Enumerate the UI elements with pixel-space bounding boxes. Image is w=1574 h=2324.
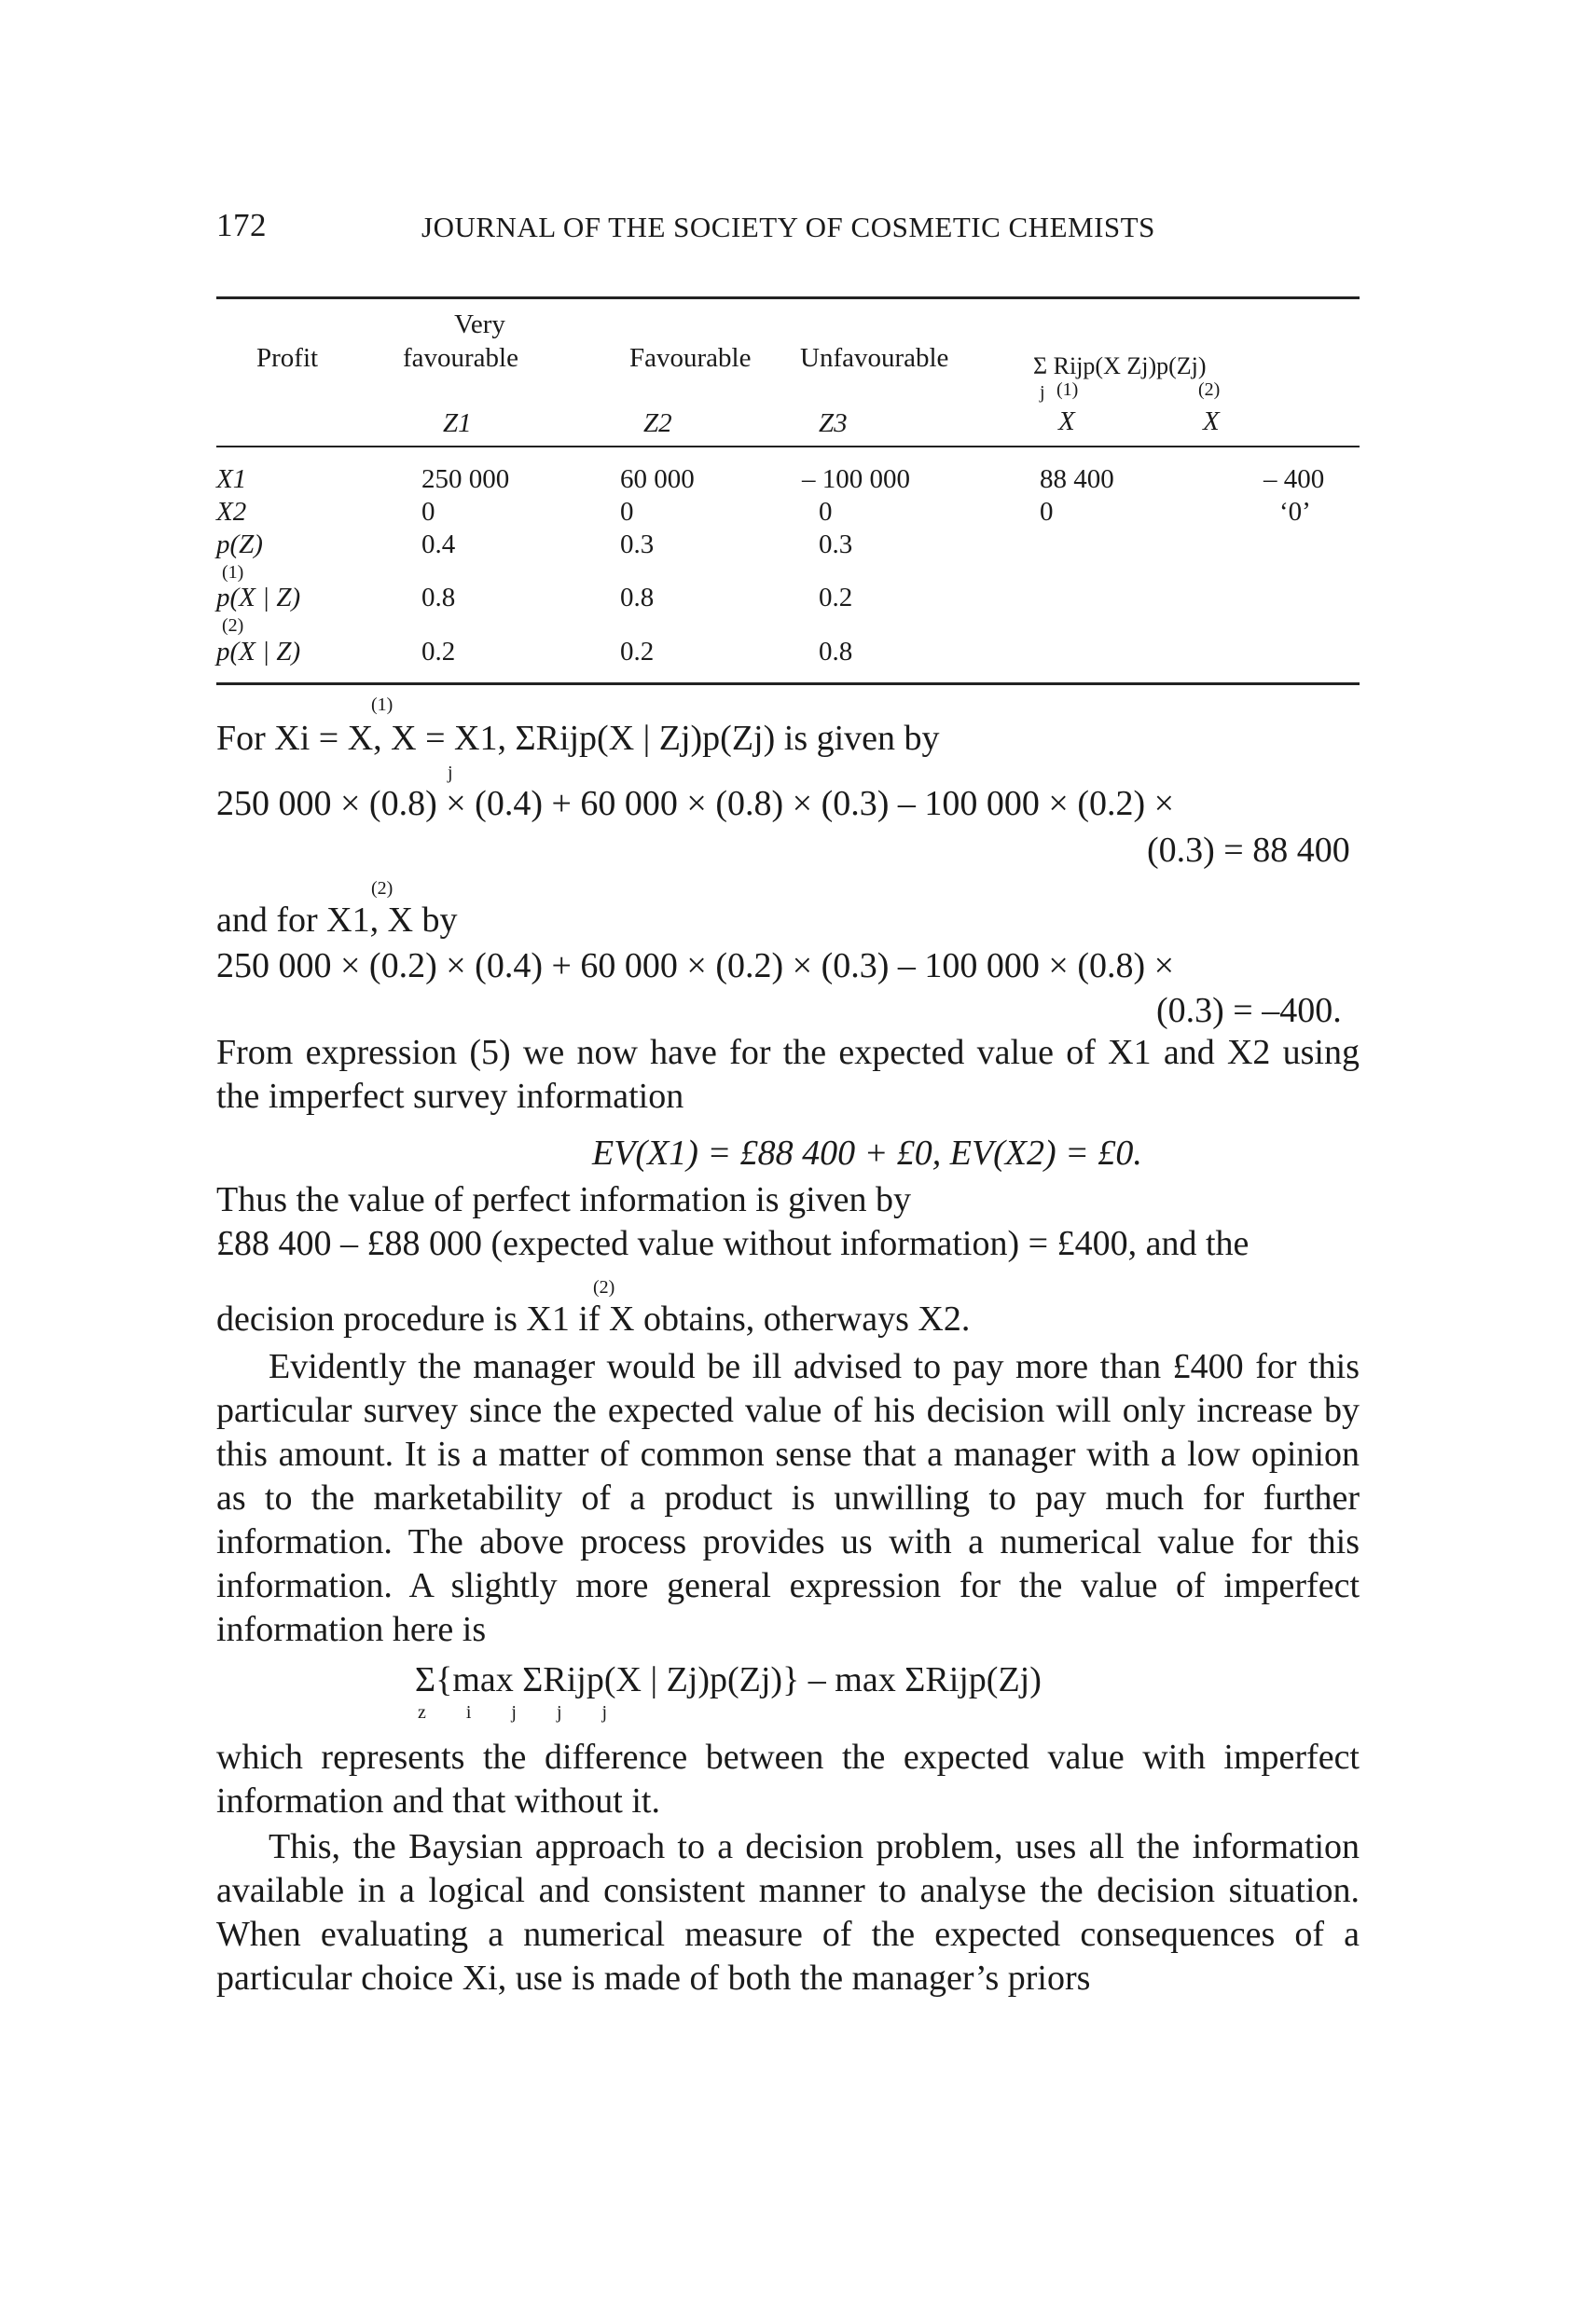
general-equation-subs: z i j j j xyxy=(418,1702,608,1723)
table-top-rule xyxy=(216,296,1360,299)
cell-x2-sum2: ‘0’ xyxy=(1279,497,1311,527)
cell-pxz2-z2: 0.2 xyxy=(620,637,655,667)
cell-x2-sum1: 0 xyxy=(1040,497,1054,527)
cell-x1-sum1: 88 400 xyxy=(1040,464,1114,494)
col-header-x1: X xyxy=(1058,406,1075,436)
col-header-sum-sub-2: (2) xyxy=(1198,379,1221,400)
journal-title: JOURNAL OF THE SOCIETY OF COSMETIC CHEMISTS xyxy=(421,211,1155,243)
general-equation: Σ{max ΣRijp(X | Zj)p(Zj)} – max ΣRijp(Zj) xyxy=(415,1660,1042,1699)
calc2-line-a: 250 000 × (0.2) × (0.4) + 60 000 × (0.2) × (0.3) – 100 000 × (0.8) × xyxy=(216,946,1175,985)
cell-pz-z2: 0.3 xyxy=(620,529,655,559)
row-label-px-given-z-1: p(X | Z) xyxy=(216,583,301,612)
cell-x2-z1: 0 xyxy=(421,497,435,527)
col-header-x2: X xyxy=(1203,406,1220,436)
col-header-sum-expression: Σ Rijp(X Zj)p(Zj) xyxy=(1033,352,1207,379)
for-line: For Xi = X, X = X1, ΣRijp(X | Zj)p(Zj) is given by xyxy=(216,719,940,758)
row-sup-2: (2) xyxy=(222,615,244,636)
para-manager: Evidently the manager would be ill advised to pay more than £400 for this particular survey since the expected value of his decision will only increase by this amount. It is a matter of common sense that a manager with a low opinion as to the marketability of a product is unwilling to pay much for further information. The above process provides us with a numerical value for this information. A slightly more general expression for the value of imperfect information here is xyxy=(216,1347,1360,1649)
calc1-line-a: 250 000 × (0.8) × (0.4) + 60 000 × (0.8) × (0.3) – 100 000 × (0.2) × xyxy=(216,784,1175,823)
ev-equation: EV(X1) = £88 400 + £0, EV(X2) = £0. xyxy=(592,1134,1142,1173)
cell-x1-z2: 60 000 xyxy=(620,464,695,494)
cell-x2-z2: 0 xyxy=(620,497,634,527)
para-difference: which represents the difference between the expected value with imperfect information and that without it. xyxy=(216,1738,1360,1821)
cell-pz-z3: 0.3 xyxy=(819,529,853,559)
for-line-sup: (1) xyxy=(371,694,394,715)
z1-label: Z1 xyxy=(443,408,472,438)
cell-x2-z3: 0 xyxy=(819,497,833,527)
col-header-sum-sub-1: (1) xyxy=(1056,379,1079,400)
cell-x1-z3: – 100 000 xyxy=(802,464,910,494)
table-bottom-rule xyxy=(216,682,1360,685)
page-number: 172 xyxy=(216,207,267,243)
cell-pxz2-z1: 0.2 xyxy=(421,637,456,667)
col-header-sum-sub-j: j xyxy=(1040,382,1045,403)
para-bayesian: This, the Baysian approach to a decision problem, uses all the information available in a logical and consistent manner to analyse the decision situation. When evaluating a numerical measure of the expected consequences of a particular choice Xi, use is made of both the manager’s priors xyxy=(216,1827,1360,1998)
row-label-px-given-z-2: p(X | Z) xyxy=(216,637,301,667)
cell-pxz2-z3: 0.8 xyxy=(819,637,853,667)
z3-label: Z3 xyxy=(819,408,848,438)
decision-line: decision procedure is X1 if X obtains, otherways X2. xyxy=(216,1300,971,1339)
for-line-sub-j: j xyxy=(448,763,453,783)
z2-label: Z2 xyxy=(643,408,672,438)
col-header-unfavourable: Unfavourable xyxy=(800,343,949,373)
row-label-pz: p(Z) xyxy=(216,529,263,559)
table-header-rule xyxy=(216,446,1360,447)
calc1-line-b: (0.3) = 88 400 xyxy=(1147,831,1350,870)
cell-pz-z1: 0.4 xyxy=(421,529,456,559)
calc2-line-b: (0.3) = –400. xyxy=(1156,991,1342,1030)
cell-x1-sum2: – 400 xyxy=(1263,464,1325,494)
row-sup-1: (1) xyxy=(222,562,244,583)
cell-pxz1-z2: 0.8 xyxy=(620,583,655,612)
cell-pxz1-z3: 0.2 xyxy=(819,583,853,612)
row-label-x1: X1 xyxy=(216,464,247,494)
thus-line: Thus the value of perfect information is given by xyxy=(216,1180,912,1219)
para-expression: From expression (5) we now have for the expected value of X1 and X2 using the imperfect survey information xyxy=(216,1033,1360,1116)
col-header-very: Very xyxy=(454,309,505,339)
col-header-very-favourable: favourable xyxy=(403,343,518,373)
gbp-line: £88 400 – £88 000 (expected value without information) = £400, and the xyxy=(216,1224,1250,1263)
and-line-sup: (2) xyxy=(371,878,394,899)
col-header-favourable: Favourable xyxy=(629,343,752,373)
cell-pxz1-z1: 0.8 xyxy=(421,583,456,612)
col-header-profit: Profit xyxy=(256,343,319,373)
row-label-x2: X2 xyxy=(216,497,247,527)
decision-sup: (2) xyxy=(593,1277,615,1298)
cell-x1-z1: 250 000 xyxy=(421,464,510,494)
and-line: and for X1, X by xyxy=(216,901,458,940)
